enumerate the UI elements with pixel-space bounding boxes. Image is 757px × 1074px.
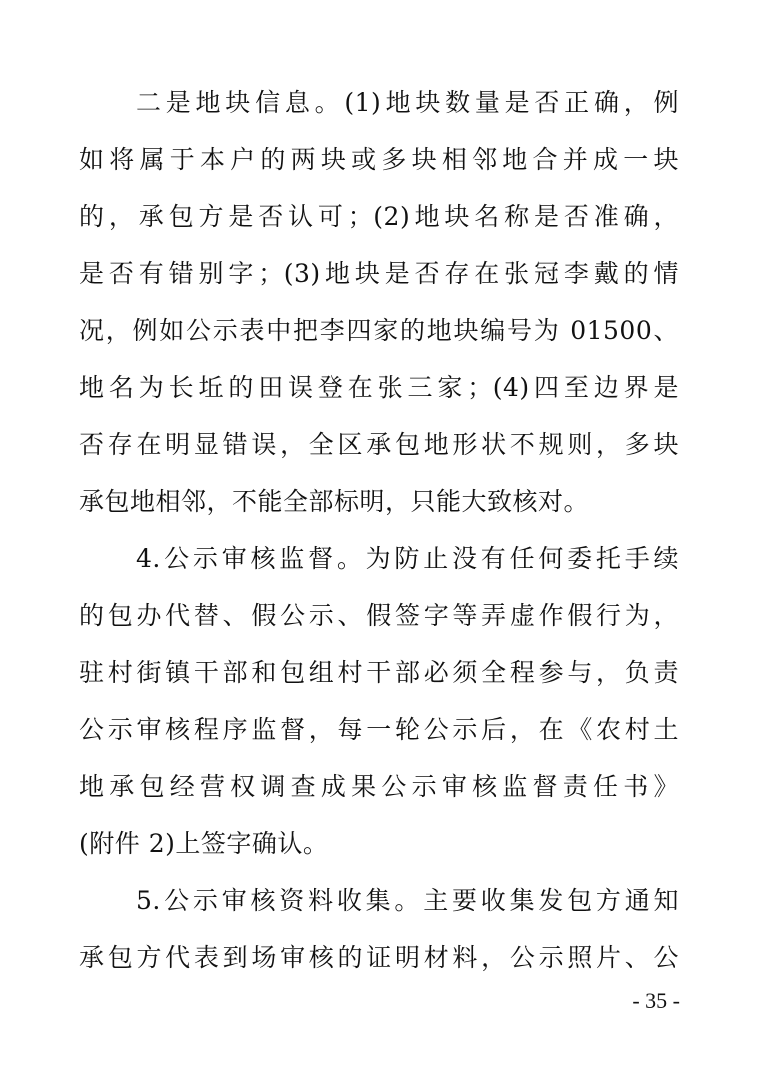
page-number: - 35 - bbox=[632, 988, 680, 1013]
paragraph-line: 否存在明显错误，全区承包地形状不规则，多块 bbox=[79, 430, 679, 459]
paragraph-line: 4.公示审核监督。为防止没有任何委托手续 bbox=[136, 544, 679, 573]
paragraph-line: 是否有错别字；(3)地块是否存在张冠李戴的情 bbox=[79, 259, 679, 288]
paragraph-line: 地名为长坵的田误登在张三家；(4)四至边界是 bbox=[79, 373, 679, 402]
paragraph-line: 公示审核程序监督，每一轮公示后，在《农村土 bbox=[79, 715, 679, 744]
paragraph-line: 的包办代替、假公示、假签字等弄虚作假行为， bbox=[79, 601, 679, 630]
paragraph-line: 二是地块信息。(1)地块数量是否正确，例 bbox=[136, 88, 679, 117]
paragraph-line: 驻村街镇干部和包组村干部必须全程参与，负责 bbox=[79, 658, 679, 687]
paragraph-line: 承包方代表到场审核的证明材料，公示照片、公 bbox=[79, 943, 679, 972]
paragraph-line: (附件 2)上签字确认。 bbox=[79, 829, 329, 858]
paragraph-line: 况，例如公示表中把李四家的地块编号为 01500、 bbox=[79, 316, 679, 345]
paragraph-line: 5.公示审核资料收集。主要收集发包方通知 bbox=[136, 886, 679, 915]
paragraph-line: 的，承包方是否认可；(2)地块名称是否准确， bbox=[79, 202, 679, 231]
paragraph-line: 地承包经营权调查成果公示审核监督责任书》 bbox=[79, 772, 679, 801]
paragraph-line: 如将属于本户的两块或多块相邻地合并成一块 bbox=[79, 145, 679, 174]
paragraph-line: 承包地相邻，不能全部标明，只能大致核对。 bbox=[79, 487, 590, 516]
